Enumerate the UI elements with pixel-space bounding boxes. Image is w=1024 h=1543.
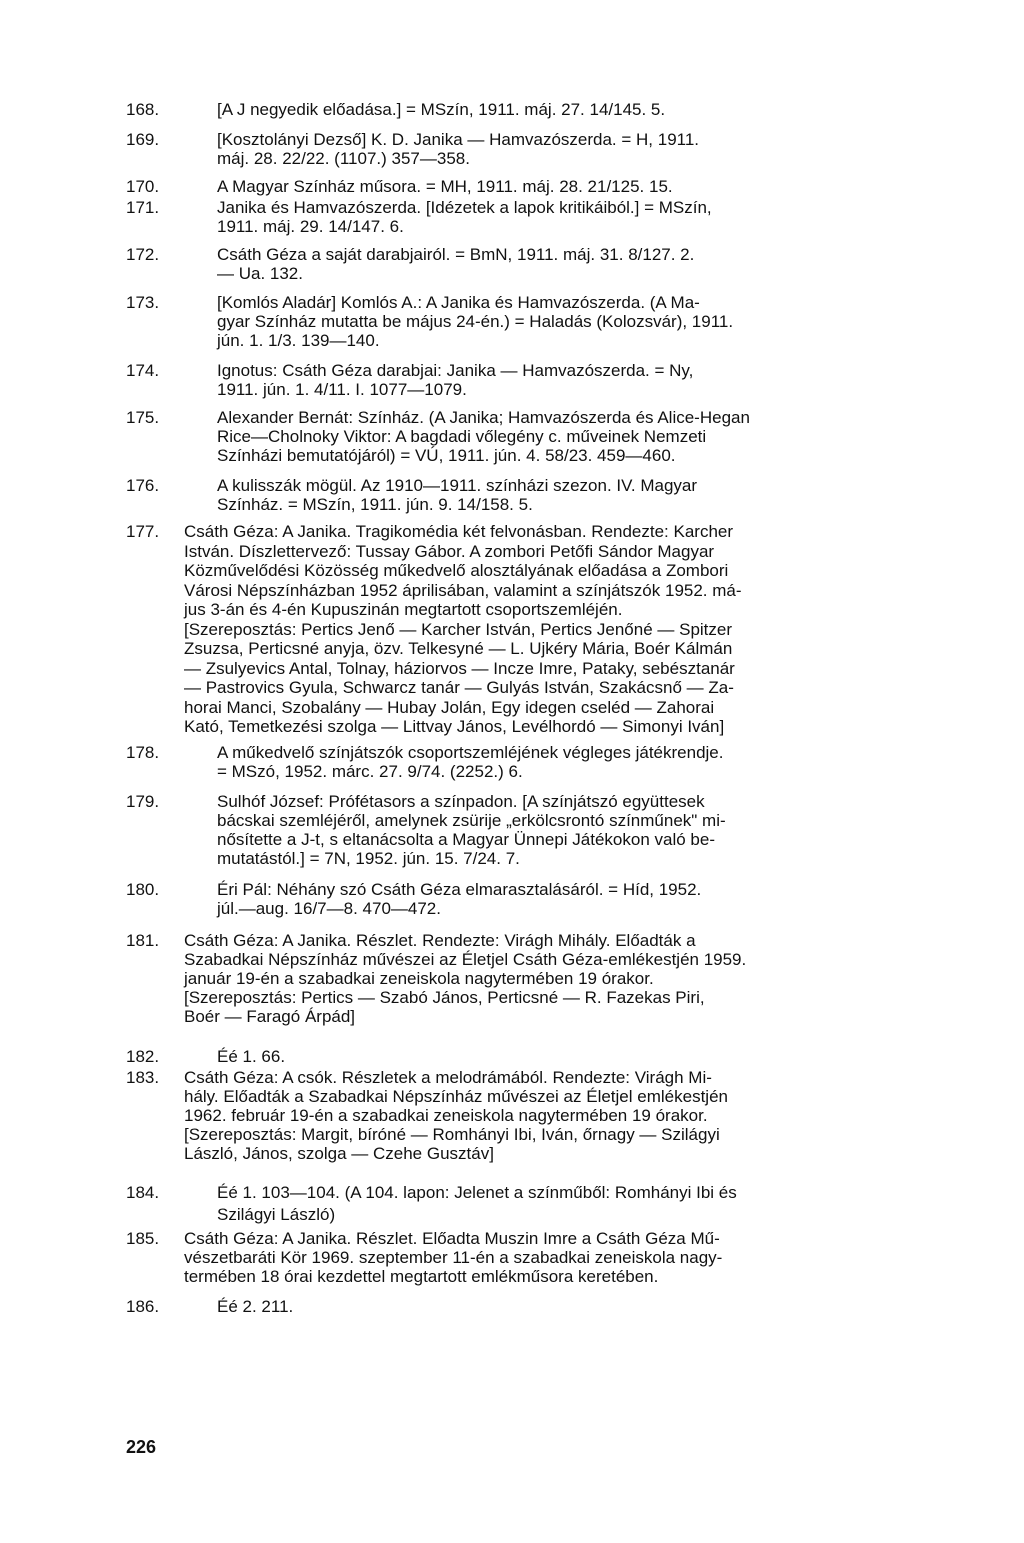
page-number: 226: [126, 1437, 157, 1457]
entry-line: bácskai szemléjéről, amelynek zsürije „erkölcsrontó színműnek" mi-: [217, 811, 726, 830]
entry-number: 176.: [126, 476, 160, 495]
entry-number: 180.: [126, 880, 160, 899]
entry-line: Ignotus: Csáth Géza darabjai: Janika — Hamvazószerda. = Ny,: [217, 361, 694, 380]
entry-text: [184, 522, 909, 737]
entry-text: [217, 743, 909, 781]
entry-line: — Zsulyevics Antal, Tolnay, háziorvos — Incze Imre, Pataky, sebésztanár: [184, 658, 735, 678]
entry-line: [A J negyedik előadása.] = MSzín, 1911. máj. 27. 14/145. 5.: [217, 100, 666, 119]
entry-line: László, János, szolga — Czehe Gusztáv]: [184, 1144, 494, 1163]
entry-number: 170.: [126, 177, 160, 196]
entry-text: [217, 130, 909, 168]
entry-number: 179.: [126, 792, 160, 811]
entry-line: hály. Előadták a Szabadkai Népszínház művészei az Életjel emlékestjén: [184, 1087, 728, 1106]
entry-line: Közművelődési Közösség műkedvelő alosztályának előadása a Zombori: [184, 561, 729, 580]
entry-line: gyar Színház mutatta be május 24-én.) = Haladás (Kolozsvár), 1911.: [217, 312, 734, 331]
entry-text: [217, 177, 909, 196]
entry-line: Színházi bemutatójáról) = VÚ, 1911. jún. 4. 58/23. 459—460.: [217, 446, 676, 465]
entry-line: Szabadkai Népszínház művészei az Életjel Csáth Géza-emlékestjén 1959.: [184, 950, 747, 969]
entry-line: Rice—Cholnoky Viktor: A bagdadi vőlegény c. műveinek Nemzeti: [217, 427, 707, 446]
entry-number: 181.: [126, 931, 160, 950]
entry-number: 186.: [126, 1297, 160, 1316]
entry-line: Csáth Géza: A Janika. Tragikomédia két felvonásban. Rendezte: Karcher: [184, 522, 734, 541]
entry-line: jún. 1. 1/3. 139—140.: [217, 331, 380, 350]
entry-number: 174.: [126, 361, 160, 380]
entry-line: Janika és Hamvazószerda. [Idézetek a lapok kritikáiból.] = MSzín,: [217, 198, 712, 217]
entry-line: január 19-én a szabadkai zeneiskola nagytermében 19 órakor.: [184, 969, 654, 988]
entry-line: = MSzó, 1952. márc. 27. 9/74. (2252.) 6.: [217, 762, 523, 781]
entry-line: Csáth Géza a saját darabjairól. = BmN, 1911. máj. 31. 8/127. 2.: [217, 245, 695, 264]
entry-line: [Kosztolányi Dezső] K. D. Janika — Hamvazószerda. = H, 1911.: [217, 130, 700, 149]
entry-text: [217, 1297, 909, 1316]
entry-line: — Pastrovics Gyula, Schwarcz tanár — Gulyás István, Szakácsnő — Za-: [184, 678, 734, 697]
entry-line: [Szereposztás: Pertics — Szabó János, Perticsné — R. Fazekas Piri,: [184, 988, 705, 1007]
entry-line: Csáth Géza: A Janika. Részlet. Előadta Muszin Imre a Csáth Géza Mű-: [184, 1229, 720, 1248]
entry-text: [217, 476, 909, 514]
entry-line: Éé 1. 103—104. (A 104. lapon: Jelenet a színműből: Romhányi Ibi és: [217, 1183, 737, 1202]
entry-line: Csáth Géza: A Janika. Részlet. Rendezte: Virágh Mihály. Előadták a: [184, 931, 696, 950]
entry-text: [217, 1182, 909, 1226]
entry-line: Városi Népszínházban 1952 áprilisában, valamint a színjátszók 1952. má-: [184, 580, 742, 600]
entry-line: máj. 28. 22/22. (1107.) 357—358.: [217, 149, 470, 168]
entry-line: Színház. = MSzín, 1911. jún. 9. 14/158. 5.: [217, 495, 533, 514]
entry-number: 178.: [126, 743, 160, 762]
entry-number: 185.: [126, 1229, 160, 1248]
entry-number: 169.: [126, 130, 160, 149]
entry-line: [Szereposztás: Margit, bíróné — Romhányi Ibi, Iván, őrnagy — Szilágyi: [184, 1125, 720, 1144]
entry-number: 183.: [126, 1068, 160, 1087]
entry-line: Boér — Faragó Árpád]: [184, 1007, 356, 1026]
entry-line: 1911. máj. 29. 14/147. 6.: [217, 217, 404, 236]
entry-line: Sulhóf József: Prófétasors a színpadon. [A színjátszó együttesek: [217, 792, 705, 811]
entry-number: 177.: [126, 522, 160, 541]
entry-text: [217, 361, 909, 399]
entry-number: 168.: [126, 100, 160, 119]
entry-line: A műkedvelő színjátszók csoportszemléjének végleges játékrendje.: [217, 743, 724, 762]
entry-line: Szilágyi László): [217, 1205, 336, 1224]
entry-line: horai Manci, Szobalány — Hubay Jolán, Egy idegen cseléd — Zahorai: [184, 697, 715, 717]
entry-line: Éé 2. 211.: [217, 1297, 294, 1316]
entry-text: [217, 100, 909, 119]
entry-text: [217, 880, 909, 918]
entry-line: termében 18 órai kezdettel megtartott emlékműsora keretében.: [184, 1267, 659, 1286]
entry-line: [Komlós Aladár] Komlós A.: A Janika és Hamvazószerda. (A Ma-: [217, 293, 700, 312]
entry-number: 182.: [126, 1047, 160, 1066]
entry-line: 1962. február 19-én a szabadkai zeneiskola nagytermében 19 órakor.: [184, 1106, 708, 1125]
entry-line: mutatástól.] = 7N, 1952. jún. 15. 7/24. 7.: [217, 849, 520, 868]
entry-text: [217, 198, 909, 236]
entry-line: Zsuzsa, Perticsné anyja, özv. Telkesyné — L. Ujkéry Mária, Boér Kálmán: [184, 639, 733, 658]
entry-line: A kulisszák mögül. Az 1910—1911. színházi szezon. IV. Magyar: [217, 476, 698, 495]
entry-text: [217, 792, 909, 868]
entry-text: [217, 293, 909, 350]
entry-line: Éri Pál: Néhány szó Csáth Géza elmarasztalásáról. = Híd, 1952.: [217, 880, 702, 899]
entry-line: [Szereposztás: Pertics Jenő — Karcher István, Pertics Jenőné — Spitzer: [184, 619, 733, 639]
entry-line: jus 3-án és 4-én Kupuszinán megtartott csoportszemléjén.: [184, 600, 623, 619]
entry-number: 175.: [126, 408, 160, 427]
entry-line: A Magyar Színház műsora. = MH, 1911. máj. 28. 21/125. 15.: [217, 177, 673, 196]
entry-line: Kató, Temetkezési szolga — Littvay János, Levélhordó — Simonyi Iván]: [184, 717, 725, 736]
entry-number: 171.: [126, 198, 160, 217]
entry-line: nősítette a J-t, s eltanácsolta a Magyar Ünnepi Játékokon való be-: [217, 830, 715, 849]
entry-text: [217, 408, 909, 465]
entry-number: 184.: [126, 1183, 160, 1202]
entry-text: [184, 931, 909, 1026]
entry-line: vészetbaráti Kör 1969. szeptember 11-én a szabadkai zeneiskola nagy-: [184, 1248, 723, 1267]
entry-text: [217, 1047, 909, 1066]
entry-line: 1911. jún. 1. 4/11. I. 1077—1079.: [217, 380, 467, 399]
entry-number: 173.: [126, 293, 160, 312]
entry-line: Alexander Bernát: Színház. (A Janika; Hamvazószerda és Alice-Hegan: [217, 408, 750, 427]
entry-text: [184, 1229, 909, 1286]
entry-text: [217, 245, 909, 283]
entry-line: István. Díszlettervező: Tussay Gábor. A zombori Petőfi Sándor Magyar: [184, 541, 715, 561]
entry-line: Éé 1. 66.: [217, 1047, 286, 1066]
entry-line: Csáth Géza: A csók. Részletek a melodrámából. Rendezte: Virágh Mi-: [184, 1068, 712, 1087]
entry-text: [184, 1068, 909, 1163]
entry-number: 172.: [126, 245, 160, 264]
entry-line: — Ua. 132.: [217, 264, 303, 283]
entry-line: júl.—aug. 16/7—8. 470—472.: [217, 899, 441, 918]
